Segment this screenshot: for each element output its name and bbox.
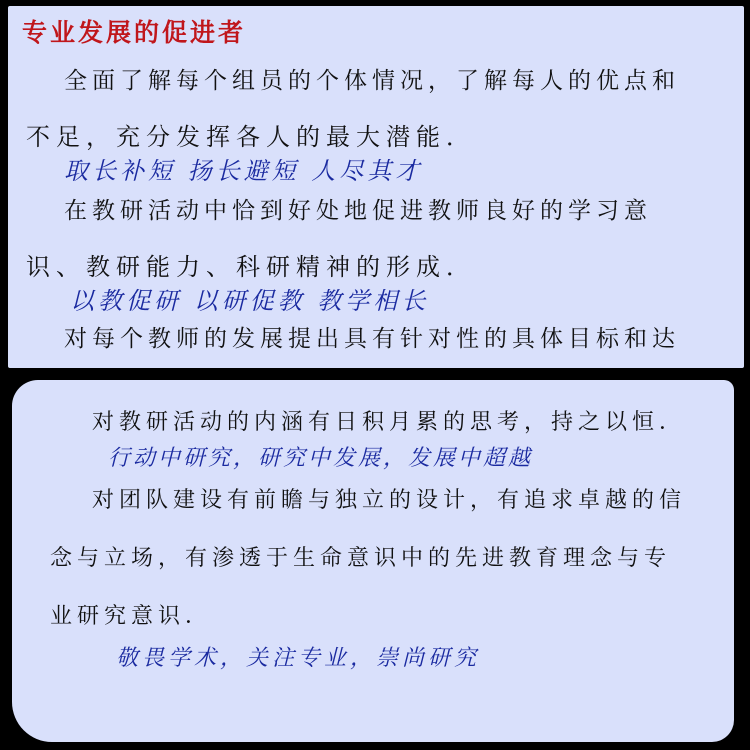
motto-line: 以教促研 以研促教 教学相长 — [70, 287, 430, 315]
motto-line: 取长补短 扬长避短 人尽其才 — [64, 157, 424, 185]
bottom-panel — [12, 380, 734, 742]
body-text-line: 对教研活动的内涵有日积月累的思考，持之以恒． — [92, 410, 687, 435]
body-text-line: 在教研活动中恰到好处地促进教师良好的学习意 — [64, 198, 652, 224]
body-text-line: 识、教研能力、科研精神的形成． — [26, 253, 476, 281]
panel-heading: 专业发展的促进者 — [22, 18, 247, 47]
top-panel — [8, 6, 744, 368]
body-text-line: 不足，充分发挥各人的最大潜能． — [26, 123, 476, 151]
motto-line: 行动中研究，研究中发展，发展中超越 — [108, 446, 534, 471]
body-text-line: 业研究意识． — [50, 604, 213, 629]
body-text-line: 对每个教师的发展提出具有针对性的具体目标和达 — [64, 326, 680, 352]
body-text-line: 对团队建设有前瞻与独立的设计，有追求卓越的信 — [92, 488, 687, 513]
motto-line: 敬畏学术，关注专业，崇尚研究 — [116, 646, 481, 671]
body-text-line: 念与立场，有渗透于生命意识中的先进教育理念与专 — [50, 546, 672, 571]
body-text-line: 全面了解每个组员的个体情况，了解每人的优点和 — [64, 68, 680, 94]
